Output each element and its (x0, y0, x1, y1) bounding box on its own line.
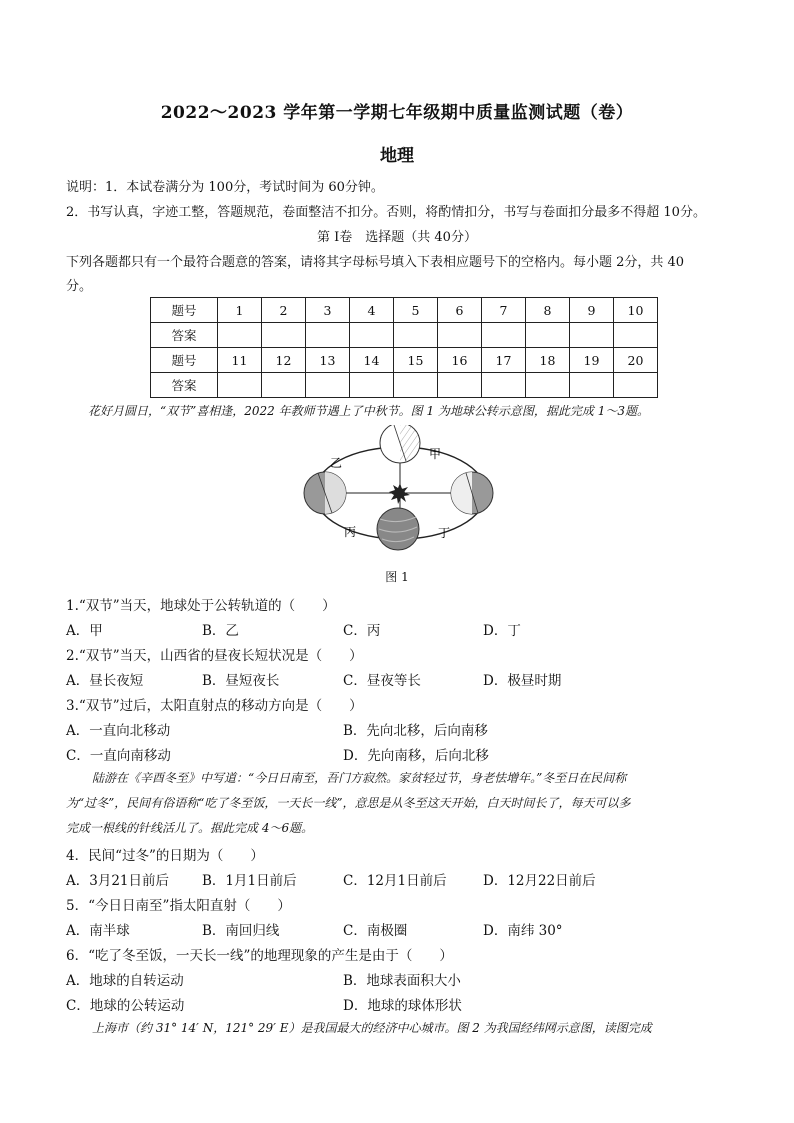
question-3-option-a[interactable]: A．一直向北移动 (66, 723, 171, 739)
answer-cell[interactable] (218, 323, 262, 348)
question-3-stem: 3.“双节”过后，太阳直射点的移动方向是（ ） (66, 698, 363, 714)
question-number-cell: 18 (526, 348, 570, 373)
question-4-option-a[interactable]: A．3月21日前后 (66, 873, 170, 889)
question-number-cell: 3 (306, 298, 350, 323)
passage-2-line-2: 为“过冬”，民间有俗语称“吃了冬至饭，一天长一线”，意思是从冬至这天开始，白天时间长了，每天可以多 (66, 796, 631, 810)
question-4-option-c[interactable]: C．12月1日前后 (343, 873, 447, 889)
question-5-option-a[interactable]: A．南半球 (66, 923, 130, 939)
instruction-line-1: 说明：1．本试卷满分为 100分，考试时间为 60分钟。 (66, 180, 384, 195)
question-number-cell: 1 (218, 298, 262, 323)
answer-cell[interactable] (394, 373, 438, 398)
section-title: 第 I卷 选择题（共 40分） (317, 230, 477, 245)
question-1-option-b[interactable]: B．乙 (202, 623, 239, 639)
table-header-cell: 答案 (151, 323, 218, 348)
question-2-option-d[interactable]: D．极昼时期 (483, 673, 562, 689)
answer-cell[interactable] (482, 323, 526, 348)
section-desc-line-1: 下列各题都只有一个最符合题意的答案，请将其字母标号填入下表相应题号下的空格内。每小题 2分，共 40 (66, 255, 685, 270)
question-2-option-c[interactable]: C．昼夜等长 (343, 673, 421, 689)
question-3-option-b[interactable]: B．先向北移，后向南移 (343, 723, 488, 739)
table-header-cell: 答案 (151, 373, 218, 398)
question-number-cell: 20 (614, 348, 658, 373)
answer-cell[interactable] (262, 373, 306, 398)
question-2-stem: 2.“双节”当天，山西省的昼夜长短状况是（ ） (66, 648, 363, 664)
answer-cell[interactable] (570, 373, 614, 398)
earth-bottom (377, 508, 419, 550)
table-row (151, 323, 658, 348)
table-header-cell: 题号 (151, 348, 218, 373)
answer-cell[interactable] (614, 323, 658, 348)
question-6-option-b[interactable]: B．地球表面积大小 (343, 973, 461, 989)
passage-1: 花好月圆日，“双节”喜相逢，2022 年教师节遇上了中秋节。图 1 为地球公转示意图，据此完成 1～3题。 (88, 404, 649, 418)
answer-cell[interactable] (438, 373, 482, 398)
question-number-cell: 13 (306, 348, 350, 373)
question-number-cell: 8 (526, 298, 570, 323)
question-number-cell: 16 (438, 348, 482, 373)
question-number-cell: 4 (350, 298, 394, 323)
answer-cell[interactable] (306, 323, 350, 348)
answer-cell[interactable] (570, 323, 614, 348)
question-3-option-c[interactable]: C．一直向南移动 (66, 748, 171, 764)
question-6-option-a[interactable]: A．地球的自转运动 (66, 973, 184, 989)
subject-title: 地理 (380, 146, 414, 166)
table-row (151, 348, 658, 373)
question-1-stem: 1.“双节”当天，地球处于公转轨道的（ ） (66, 598, 336, 614)
question-number-cell: 5 (394, 298, 438, 323)
label-jia: 甲 (429, 447, 442, 461)
question-5-option-b[interactable]: B．南回归线 (202, 923, 280, 939)
question-6-stem: 6．“吃了冬至饭，一天长一线”的地理现象的产生是由于（ ） (66, 948, 453, 964)
question-1-option-c[interactable]: C．丙 (343, 623, 381, 639)
question-4-option-b[interactable]: B．1月1日前后 (202, 873, 297, 889)
question-number-cell: 7 (482, 298, 526, 323)
passage-2-line-1: 陆游在《辛酉冬至》中写道：“今日日南至，吾门方寂然。家贫轻过节，身老怯增年。”冬至日在民间称 (92, 771, 627, 785)
page-title: 2022～2023 学年第一学期七年级期中质量监测试题（卷） (160, 103, 634, 123)
answer-table (150, 297, 658, 398)
question-4-option-d[interactable]: D．12月22日前后 (483, 873, 596, 889)
passage-3: 上海市（约 31° 14′ N，121° 29′ E）是我国最大的经济中心城市。图 2 为我国经纬网示意图，读图完成 (92, 1021, 652, 1035)
question-number-cell: 10 (614, 298, 658, 323)
earth-right (451, 472, 493, 514)
question-number-cell: 6 (438, 298, 482, 323)
question-number-cell: 2 (262, 298, 306, 323)
question-1-option-d[interactable]: D．丁 (483, 623, 521, 639)
figure-1-caption: 图 1 (385, 570, 409, 584)
question-1-option-a[interactable]: A．甲 (66, 623, 103, 639)
table-row (151, 373, 658, 398)
earth-top (380, 425, 420, 463)
answer-cell[interactable] (350, 323, 394, 348)
answer-cell[interactable] (394, 323, 438, 348)
question-number-cell: 19 (570, 348, 614, 373)
instruction-line-2: 2．书写认真，字迹工整，答题规范，卷面整洁不扣分。否则，将酌情扣分，书写与卷面扣分最多不得超 10分。 (66, 205, 706, 220)
question-2-option-a[interactable]: A．昼长夜短 (66, 673, 144, 689)
question-2-option-b[interactable]: B．昼短夜长 (202, 673, 280, 689)
passage-2-line-3: 完成一根线的针线活儿了。据此完成 4～6题。 (66, 821, 314, 835)
question-number-cell: 12 (262, 348, 306, 373)
answer-cell[interactable] (306, 373, 350, 398)
answer-cell[interactable] (262, 323, 306, 348)
question-6-option-c[interactable]: C．地球的公转运动 (66, 998, 185, 1014)
question-5-option-d[interactable]: D．南纬 30° (483, 923, 563, 939)
question-5-option-c[interactable]: C．南极圈 (343, 923, 408, 939)
question-number-cell: 15 (394, 348, 438, 373)
answer-cell[interactable] (526, 373, 570, 398)
earth-revolution-diagram (290, 425, 510, 560)
label-bing: 丙 (344, 525, 357, 539)
table-row (151, 298, 658, 323)
question-number-cell: 9 (570, 298, 614, 323)
answer-cell[interactable] (350, 373, 394, 398)
question-5-stem: 5．“今日日南至”指太阳直射（ ） (66, 898, 291, 914)
question-number-cell: 14 (350, 348, 394, 373)
question-3-option-d[interactable]: D．先向南移，后向北移 (343, 748, 489, 764)
label-yi: 乙 (330, 456, 343, 470)
section-desc-line-2: 分。 (66, 279, 93, 294)
question-number-cell: 11 (218, 348, 262, 373)
question-6-option-d[interactable]: D．地球的球体形状 (343, 998, 462, 1014)
answer-cell[interactable] (218, 373, 262, 398)
question-number-cell: 17 (482, 348, 526, 373)
answer-cell[interactable] (438, 323, 482, 348)
earth-left (304, 472, 346, 514)
answer-cell[interactable] (614, 373, 658, 398)
answer-cell[interactable] (482, 373, 526, 398)
answer-cell[interactable] (526, 323, 570, 348)
sun-icon (389, 483, 410, 504)
table-header-cell: 题号 (151, 298, 218, 323)
label-ding: 丁 (438, 526, 451, 540)
question-4-stem: 4．民间“过冬”的日期为（ ） (66, 848, 264, 864)
